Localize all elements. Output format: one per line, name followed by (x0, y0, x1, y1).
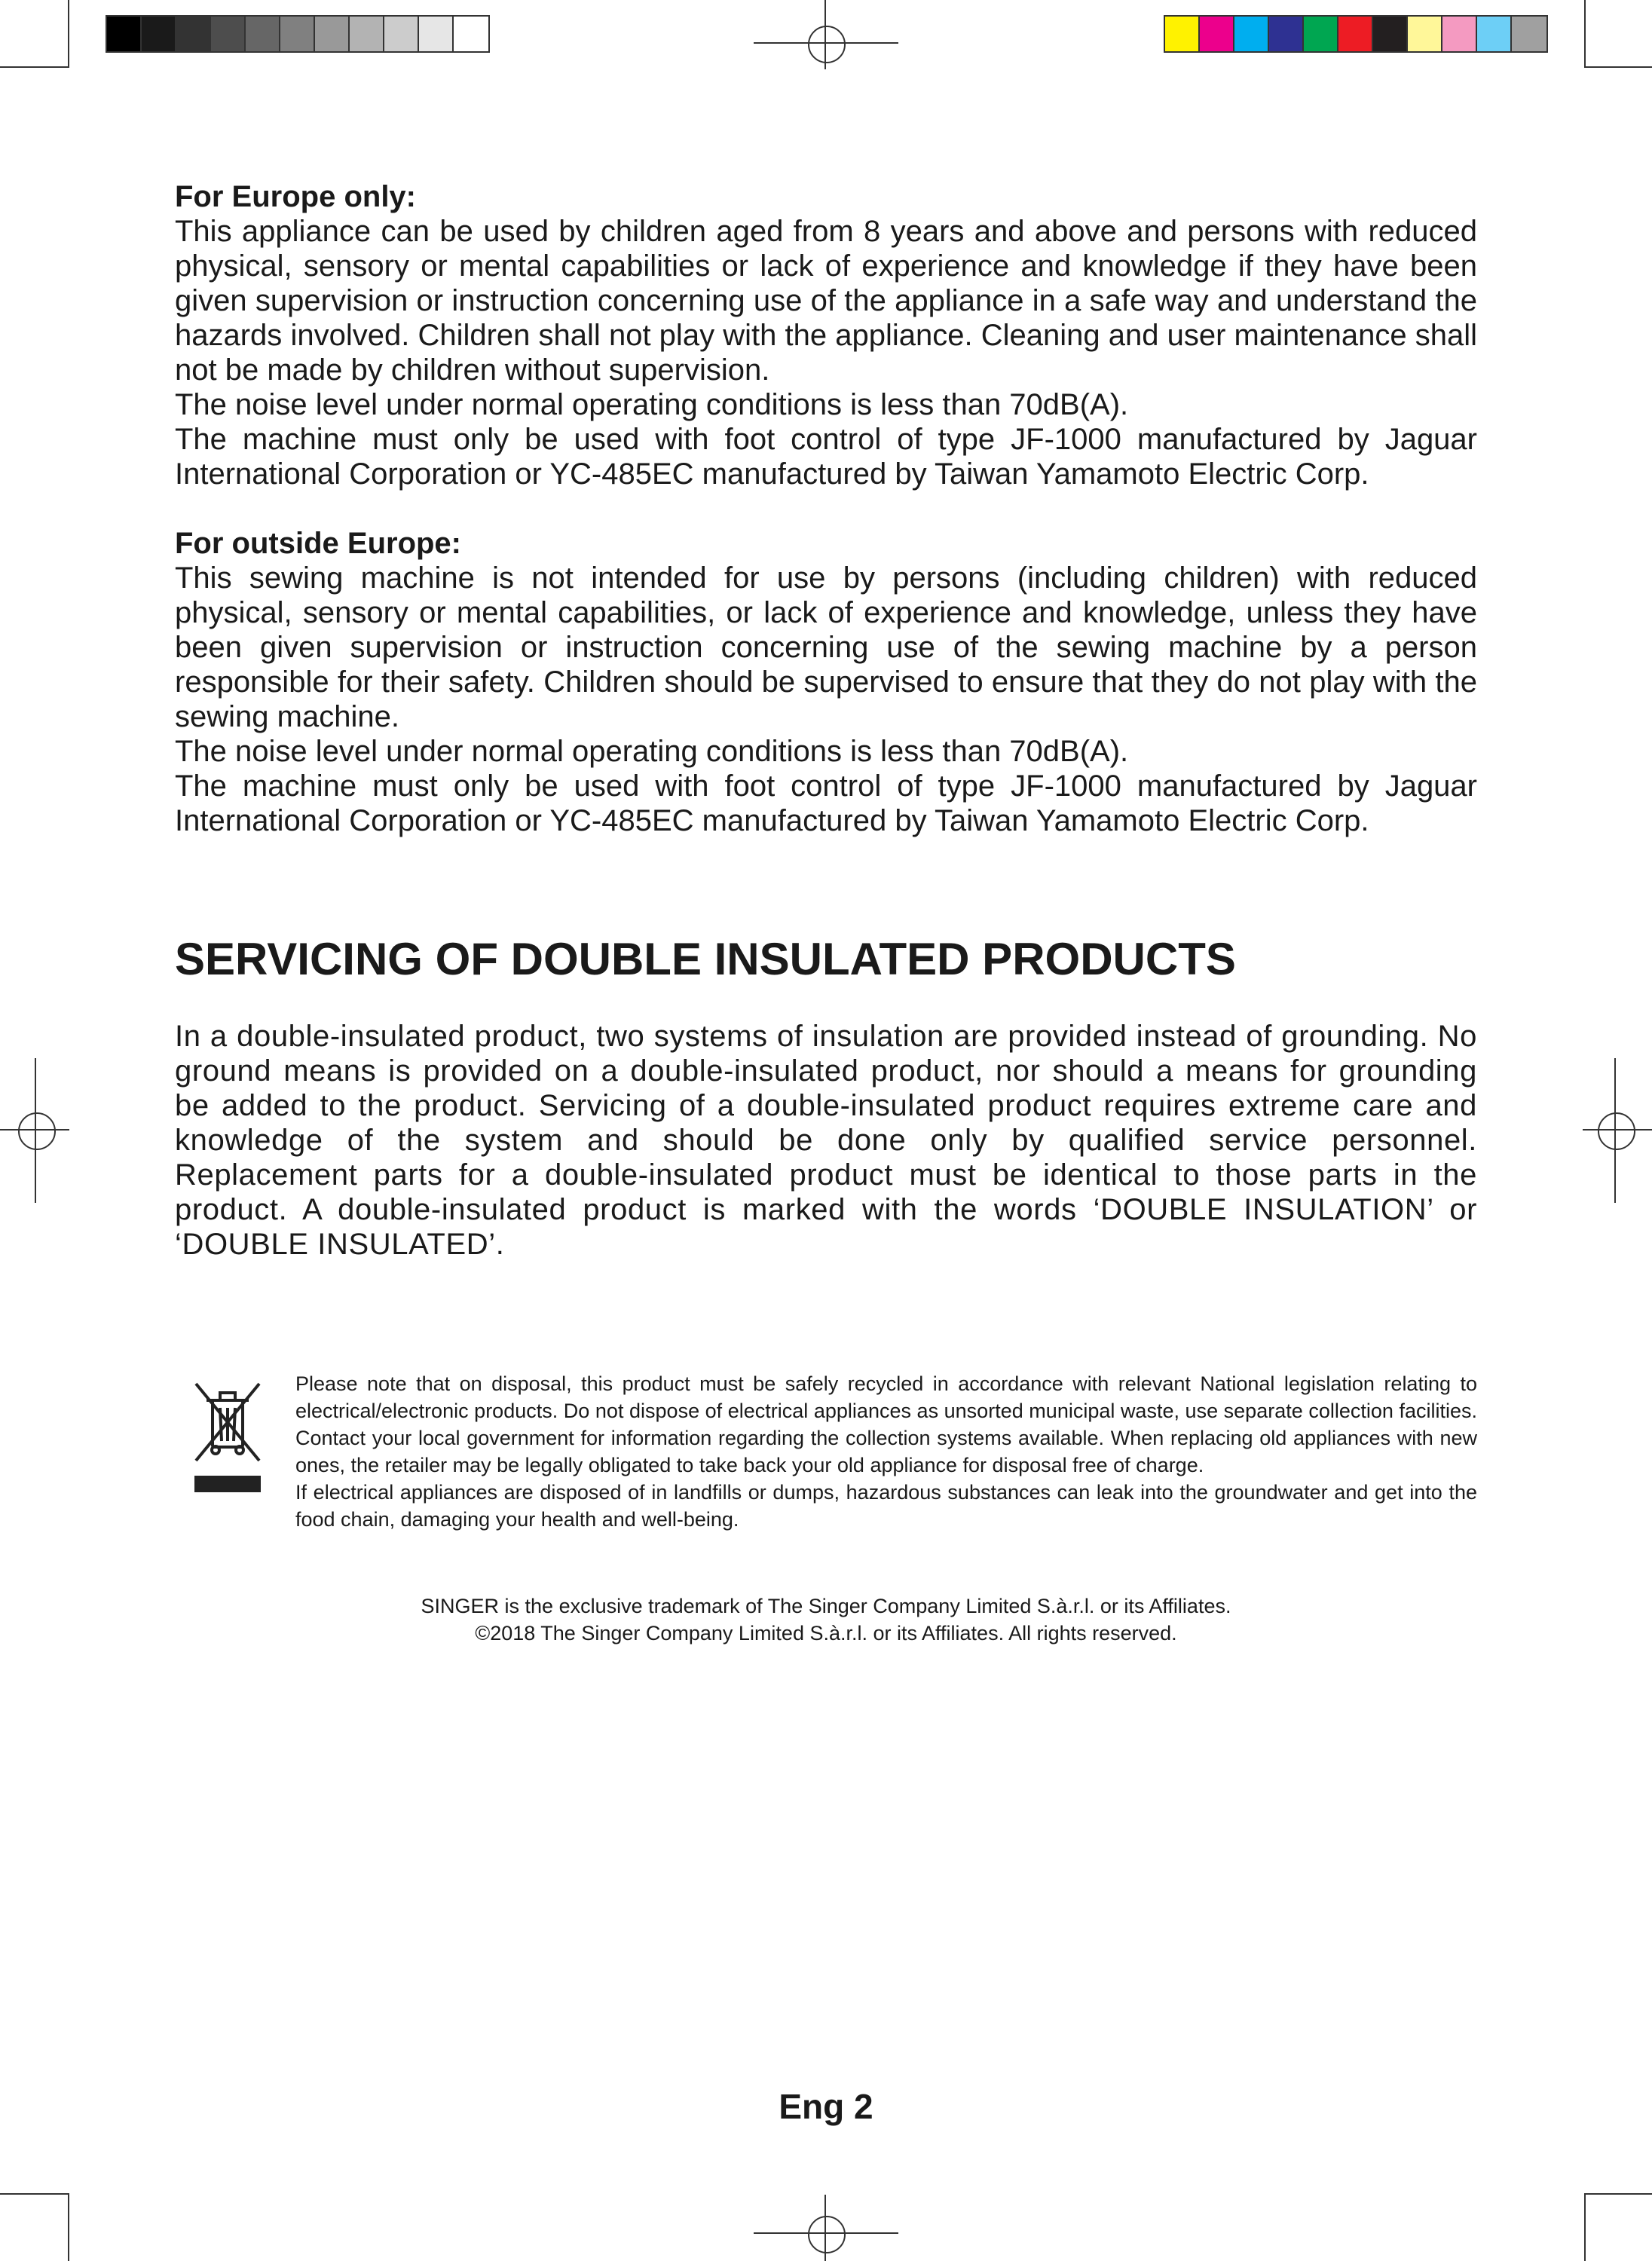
europe-foot-control-line: The machine must only be used with foot control of type JF-1000 manufactured by Jaguar International Corporation or YC-485EC manufactured by Taiwan Yamamoto Electric Corp. (175, 423, 1477, 491)
process-color-swatch (1165, 17, 1200, 51)
process-color-swatch (1373, 17, 1408, 51)
weee-crossed-bin-icon (190, 1378, 265, 1498)
grayscale-swatch (107, 17, 142, 51)
grayscale-swatch (280, 17, 315, 51)
outside-europe-noise-line: The noise level under normal operating conditions is less than 70dB(A). (175, 735, 1129, 768)
disposal-hazard-paragraph: If electrical appliances are disposed of in landfills or dumps, hazardous substances can leak into the groundwater and get into the food chain, damaging your health and well-being. (295, 1481, 1477, 1531)
copyright-line: ©2018 The Singer Company Limited S.à.r.l. or its Affiliates. All rights reserved. (475, 1622, 1177, 1645)
process-color-swatch (1234, 17, 1269, 51)
disposal-notice (295, 1370, 1477, 1533)
process-color-swatch (1269, 17, 1304, 51)
process-color-bar (1164, 15, 1548, 53)
process-color-swatch (1512, 17, 1546, 51)
europe-paragraph: This appliance can be used by children aged from 8 years and above and persons with reduced physical, sensory or mental capabilities or lack of experience and knowledge if they have been given supervision or instruction concerning use of the appliance in a safe way and understand the hazards involved. Children shall not play with the appliance. Cleaning and user maintenance shall not be made by children without supervision. (175, 215, 1477, 387)
grayscale-swatch (384, 17, 419, 51)
process-color-swatch (1200, 17, 1234, 51)
grayscale-swatch (176, 17, 211, 51)
grayscale-swatch (142, 17, 176, 51)
outside-europe-paragraph: This sewing machine is not intended for use by persons (including children) with reduced physical, sensory or mental capabilities, or lack of experience and knowledge, unless they have been given supervision or instruction concerning use of the sewing machine by a person responsible for their safety. Children should be supervised to ensure that they do not play with the sewing machine. (175, 561, 1477, 733)
grayscale-swatch (454, 17, 488, 51)
outside-europe-section (175, 526, 1477, 838)
trademark-notice (175, 1592, 1477, 1647)
europe-heading: For Europe only: (175, 180, 416, 213)
grayscale-swatch (419, 17, 454, 51)
europe-section (175, 179, 1477, 491)
safety-notices (175, 179, 1477, 873)
europe-noise-line: The noise level under normal operating conditions is less than 70dB(A). (175, 388, 1129, 421)
process-color-swatch (1304, 17, 1338, 51)
grayscale-swatch (211, 17, 246, 51)
process-color-swatch (1338, 17, 1373, 51)
grayscale-color-bar (106, 15, 490, 53)
process-color-swatch (1442, 17, 1477, 51)
servicing-title: SERVICING OF DOUBLE INSULATED PRODUCTS (175, 934, 1236, 984)
disposal-paragraph: Please note that on disposal, this product must be safely recycled in accordance with relevant National legislation relating to electrical/electronic products. Do not dispose of electrical appliances as unsorted municipal waste, use separate collection facilities. Contact your local government for information regarding the collection systems available. When replacing old appliances with new ones, the retailer may be legally obligated to take back your old appliance for disposal free of charge. (295, 1372, 1477, 1476)
servicing-body: In a double-insulated product, two systems of insulation are provided instead of grounding. No ground means is provided on a double-insulated product, nor should a means for grounding be added to the product. Servicing of a double-insulated product requires extreme care and knowledge of the system and should be done only by qualified service personnel. Replacement parts for a double-insulated product must be identical to those parts in the product. A double-insulated product is marked with the words ‘DOUBLE INSULATION’ or ‘DOUBLE INSULATED’. (175, 1020, 1477, 1261)
outside-europe-heading: For outside Europe: (175, 527, 461, 560)
process-color-swatch (1408, 17, 1442, 51)
process-color-swatch (1477, 17, 1512, 51)
outside-europe-foot-control-line: The machine must only be used with foot control of type JF-1000 manufactured by Jaguar International Corporation or YC-485EC manufactured by Taiwan Yamamoto Electric Corp. (175, 769, 1477, 837)
grayscale-swatch (246, 17, 280, 51)
grayscale-swatch (315, 17, 350, 51)
page-number: Eng 2 (779, 2087, 873, 2126)
grayscale-swatch (350, 17, 384, 51)
trademark-line: SINGER is the exclusive trademark of The Singer Company Limited S.à.r.l. or its Affiliates. (421, 1595, 1231, 1617)
